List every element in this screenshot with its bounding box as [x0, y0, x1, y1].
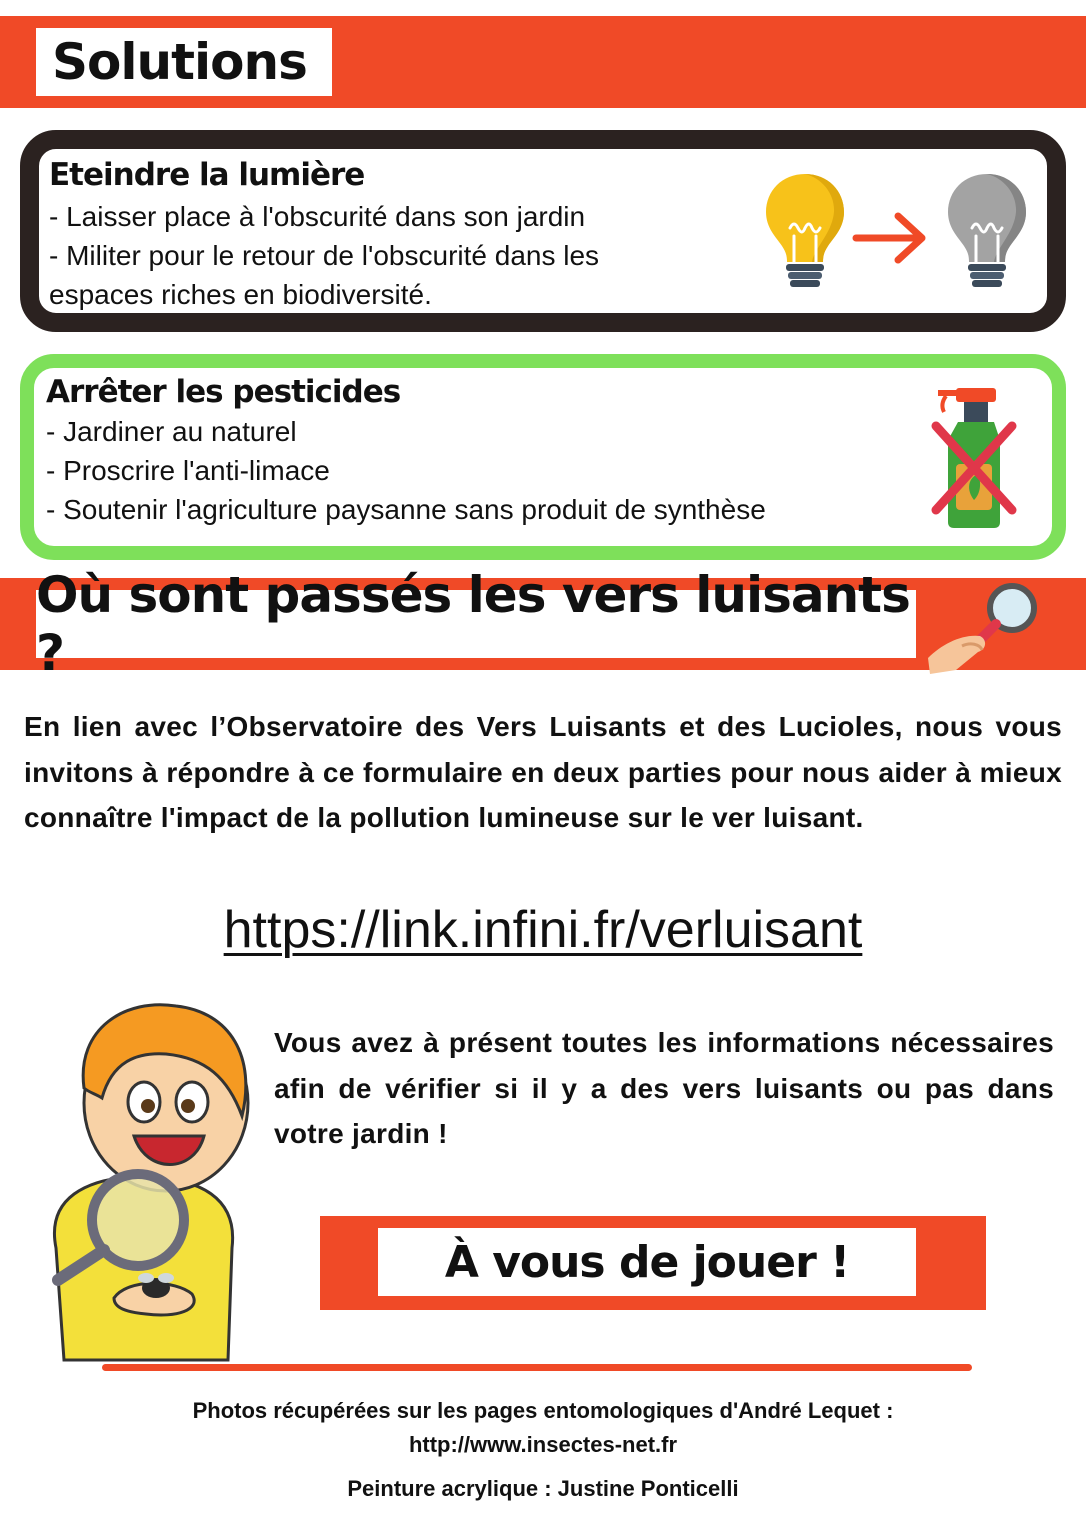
- footer-credits-line1: Photos récupérées sur les pages entomologiques d'André Lequet :: [192, 1398, 894, 1423]
- footer-credits-line2[interactable]: http://www.insectes-net.fr: [408, 1432, 678, 1457]
- magnifier-hand-icon: [922, 578, 1048, 678]
- lights-title: Eteindre la lumière: [49, 157, 365, 193]
- solutions-heading: Solutions: [36, 28, 332, 96]
- footer-painting-credit: Peinture acrylique : Justine Ponticelli: [347, 1476, 739, 1501]
- cta-label: À vous de jouer !: [444, 1236, 850, 1288]
- arrow-right-icon: [852, 210, 930, 266]
- pesticides-line: - Soutenir l'agriculture paysanne sans produit de synthèse: [46, 494, 766, 525]
- cta-label-box[interactable]: [378, 1228, 916, 1296]
- form-link[interactable]: https://link.infini.fr/verluisant: [223, 901, 863, 959]
- pesticides-line: - Jardiner au naturel: [46, 416, 297, 447]
- question-heading: Où sont passés les vers luisants ?: [36, 590, 916, 658]
- lights-line: - Laisser place à l'obscurité dans son jardin: [49, 201, 586, 232]
- spray-bottle-crossed-icon: [928, 382, 1020, 532]
- pesticides-title: Arrêter les pesticides: [46, 374, 401, 410]
- pesticides-card: [20, 354, 1066, 560]
- bulb-on-icon: [760, 170, 850, 295]
- bulb-off-icon: [942, 170, 1032, 295]
- intro-paragraph: En lien avec l’Observatoire des Vers Luisants et des Lucioles, nous vous invitons à répondre à ce formulaire en deux parties pour nous aider à mieux connaître l'impact de la pollution lumineuse sur le ver luisant.: [24, 711, 1062, 833]
- boy-with-magnifier-illustration: [16, 998, 266, 1362]
- lights-line: - Militer pour le retour de l'obscurité dans les: [49, 240, 600, 271]
- pesticides-line: - Proscrire l'anti-limace: [46, 455, 330, 486]
- footer-divider: [102, 1364, 972, 1371]
- lights-line: espaces riches en biodiversité.: [49, 279, 432, 310]
- closing-paragraph: Vous avez à présent toutes les informations nécessaires afin de vérifier si il y a des vers luisants ou pas dans votre jardin !: [274, 1027, 1054, 1149]
